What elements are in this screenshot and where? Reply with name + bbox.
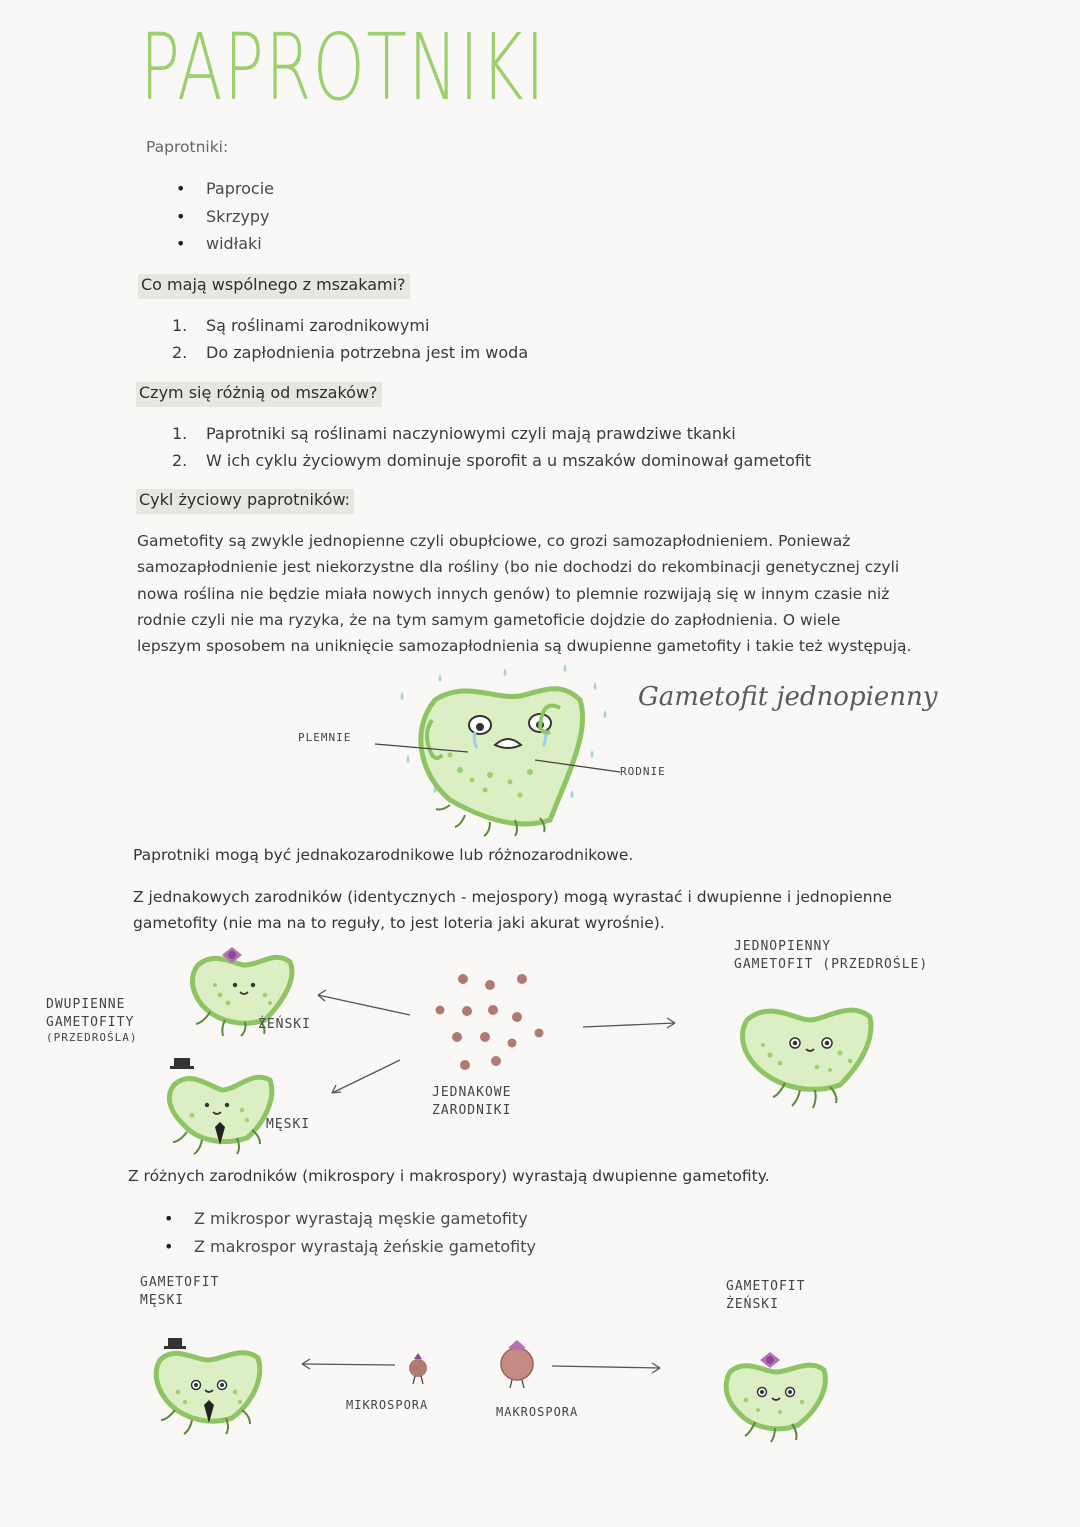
male-gametophyte-small-icon — [150, 1330, 275, 1440]
female-gametophyte-small-icon — [720, 1350, 835, 1445]
text-different-spores: Z różnych zarodników (mikrospory i makrospory) wyrastają dwupienne gametofity. — [128, 1167, 770, 1185]
common-list — [172, 312, 528, 366]
groups-list — [174, 175, 274, 258]
intro-label: Paprotniki: — [146, 138, 229, 156]
label-monoecious-gametophyte-2: JEDNOPIENNY GAMETOFIT (PRZEDROŚLE) — [734, 939, 929, 972]
list-item: • Skrzypy — [174, 203, 274, 231]
label-monoecious-gametophyte: Gametofit jednopienny — [638, 682, 938, 712]
heading-life-cycle: Cykl życiowy paprotników: — [136, 489, 354, 514]
list-item: 2. W ich cyklu życiowym dominuje sporofit a u mszaków dominował gametofit — [172, 451, 812, 470]
male-gametophyte-icon — [162, 1050, 292, 1160]
list-item: 1. Są roślinami zarodnikowymi — [172, 316, 430, 335]
life-cycle-paragraph: Gametofity są zwykle jednopienne czyli obupłciowe, co grozi samozapłodnieniem. Ponieważ samozapłodnienie jest niekorzystne dla rośliny (bo nie dochodzi do rekombinacji genetycznej czyli nowa roślina nie będzie miała nowych innych genów) to plemnie rozwijają się w innym czasie niż rodnie czyli nie ma ryzyka, że na tym samym gametoficie dojdzie do zapłodnienia. O wiele lepszym sposobem na uniknięcie samozapłodnienia są dwupienne gametofity i takie też występują. — [137, 532, 912, 656]
label-male: MĘSKI — [266, 1117, 311, 1132]
different-spores-illustration — [290, 1330, 670, 1400]
page-title: PAPROTNIKI — [140, 14, 547, 121]
text-same-spores-2: gametofity (nie ma na to reguły, to jest loteria jaki akurat wyrośnie). — [133, 914, 665, 932]
monoecious-gametophyte-icon — [735, 995, 885, 1115]
label-male-gametophyte: GAMETOFIT MĘSKI — [140, 1275, 220, 1308]
list-item: • Z mikrospor wyrastają męskie gametofity — [162, 1205, 536, 1233]
text-same-spores-1: Z jednakowych zarodników (identycznych - mejospory) mogą wyrastać i dwupienne i jednopienne — [133, 888, 892, 906]
different-spores-list — [162, 1205, 536, 1260]
label-female-gametophyte: GAMETOFIT ŻEŃSKI — [726, 1279, 806, 1312]
label-dioecious-gametophytes: DWUPIENNE GAMETOFITY (PRZEDROŚLA) — [46, 997, 138, 1045]
list-item: 1. Paprotniki są roślinami naczyniowymi czyli mają prawdziwe tkanki — [172, 424, 736, 443]
heading-common: Co mają wspólnego z mszakami? — [138, 274, 410, 299]
list-item: • widłaki — [174, 230, 274, 258]
label-macrospore: MAKROSPORA — [496, 1405, 579, 1419]
label-female: ŻEŃSKI — [258, 1017, 311, 1032]
list-item: • Paprocie — [174, 175, 274, 203]
text-spore-types: Paprotniki mogą być jednakozarodnikowe lub różnozarodnikowe. — [133, 846, 634, 864]
list-item: • Z makrospor wyrastają żeńskie gametofity — [162, 1233, 536, 1261]
label-plemnie: PLEMNIE — [298, 731, 352, 744]
differences-list — [172, 420, 811, 474]
heading-differences: Czym się różnią od mszaków? — [136, 382, 382, 407]
label-rodnie: RODNIE — [620, 765, 666, 778]
label-equal-spores: JEDNAKOWE ZARODNIKI — [432, 1085, 512, 1118]
label-microspore: MIKROSPORA — [346, 1398, 429, 1412]
list-item: 2. Do zapłodnienia potrzebna jest im woda — [172, 343, 529, 362]
